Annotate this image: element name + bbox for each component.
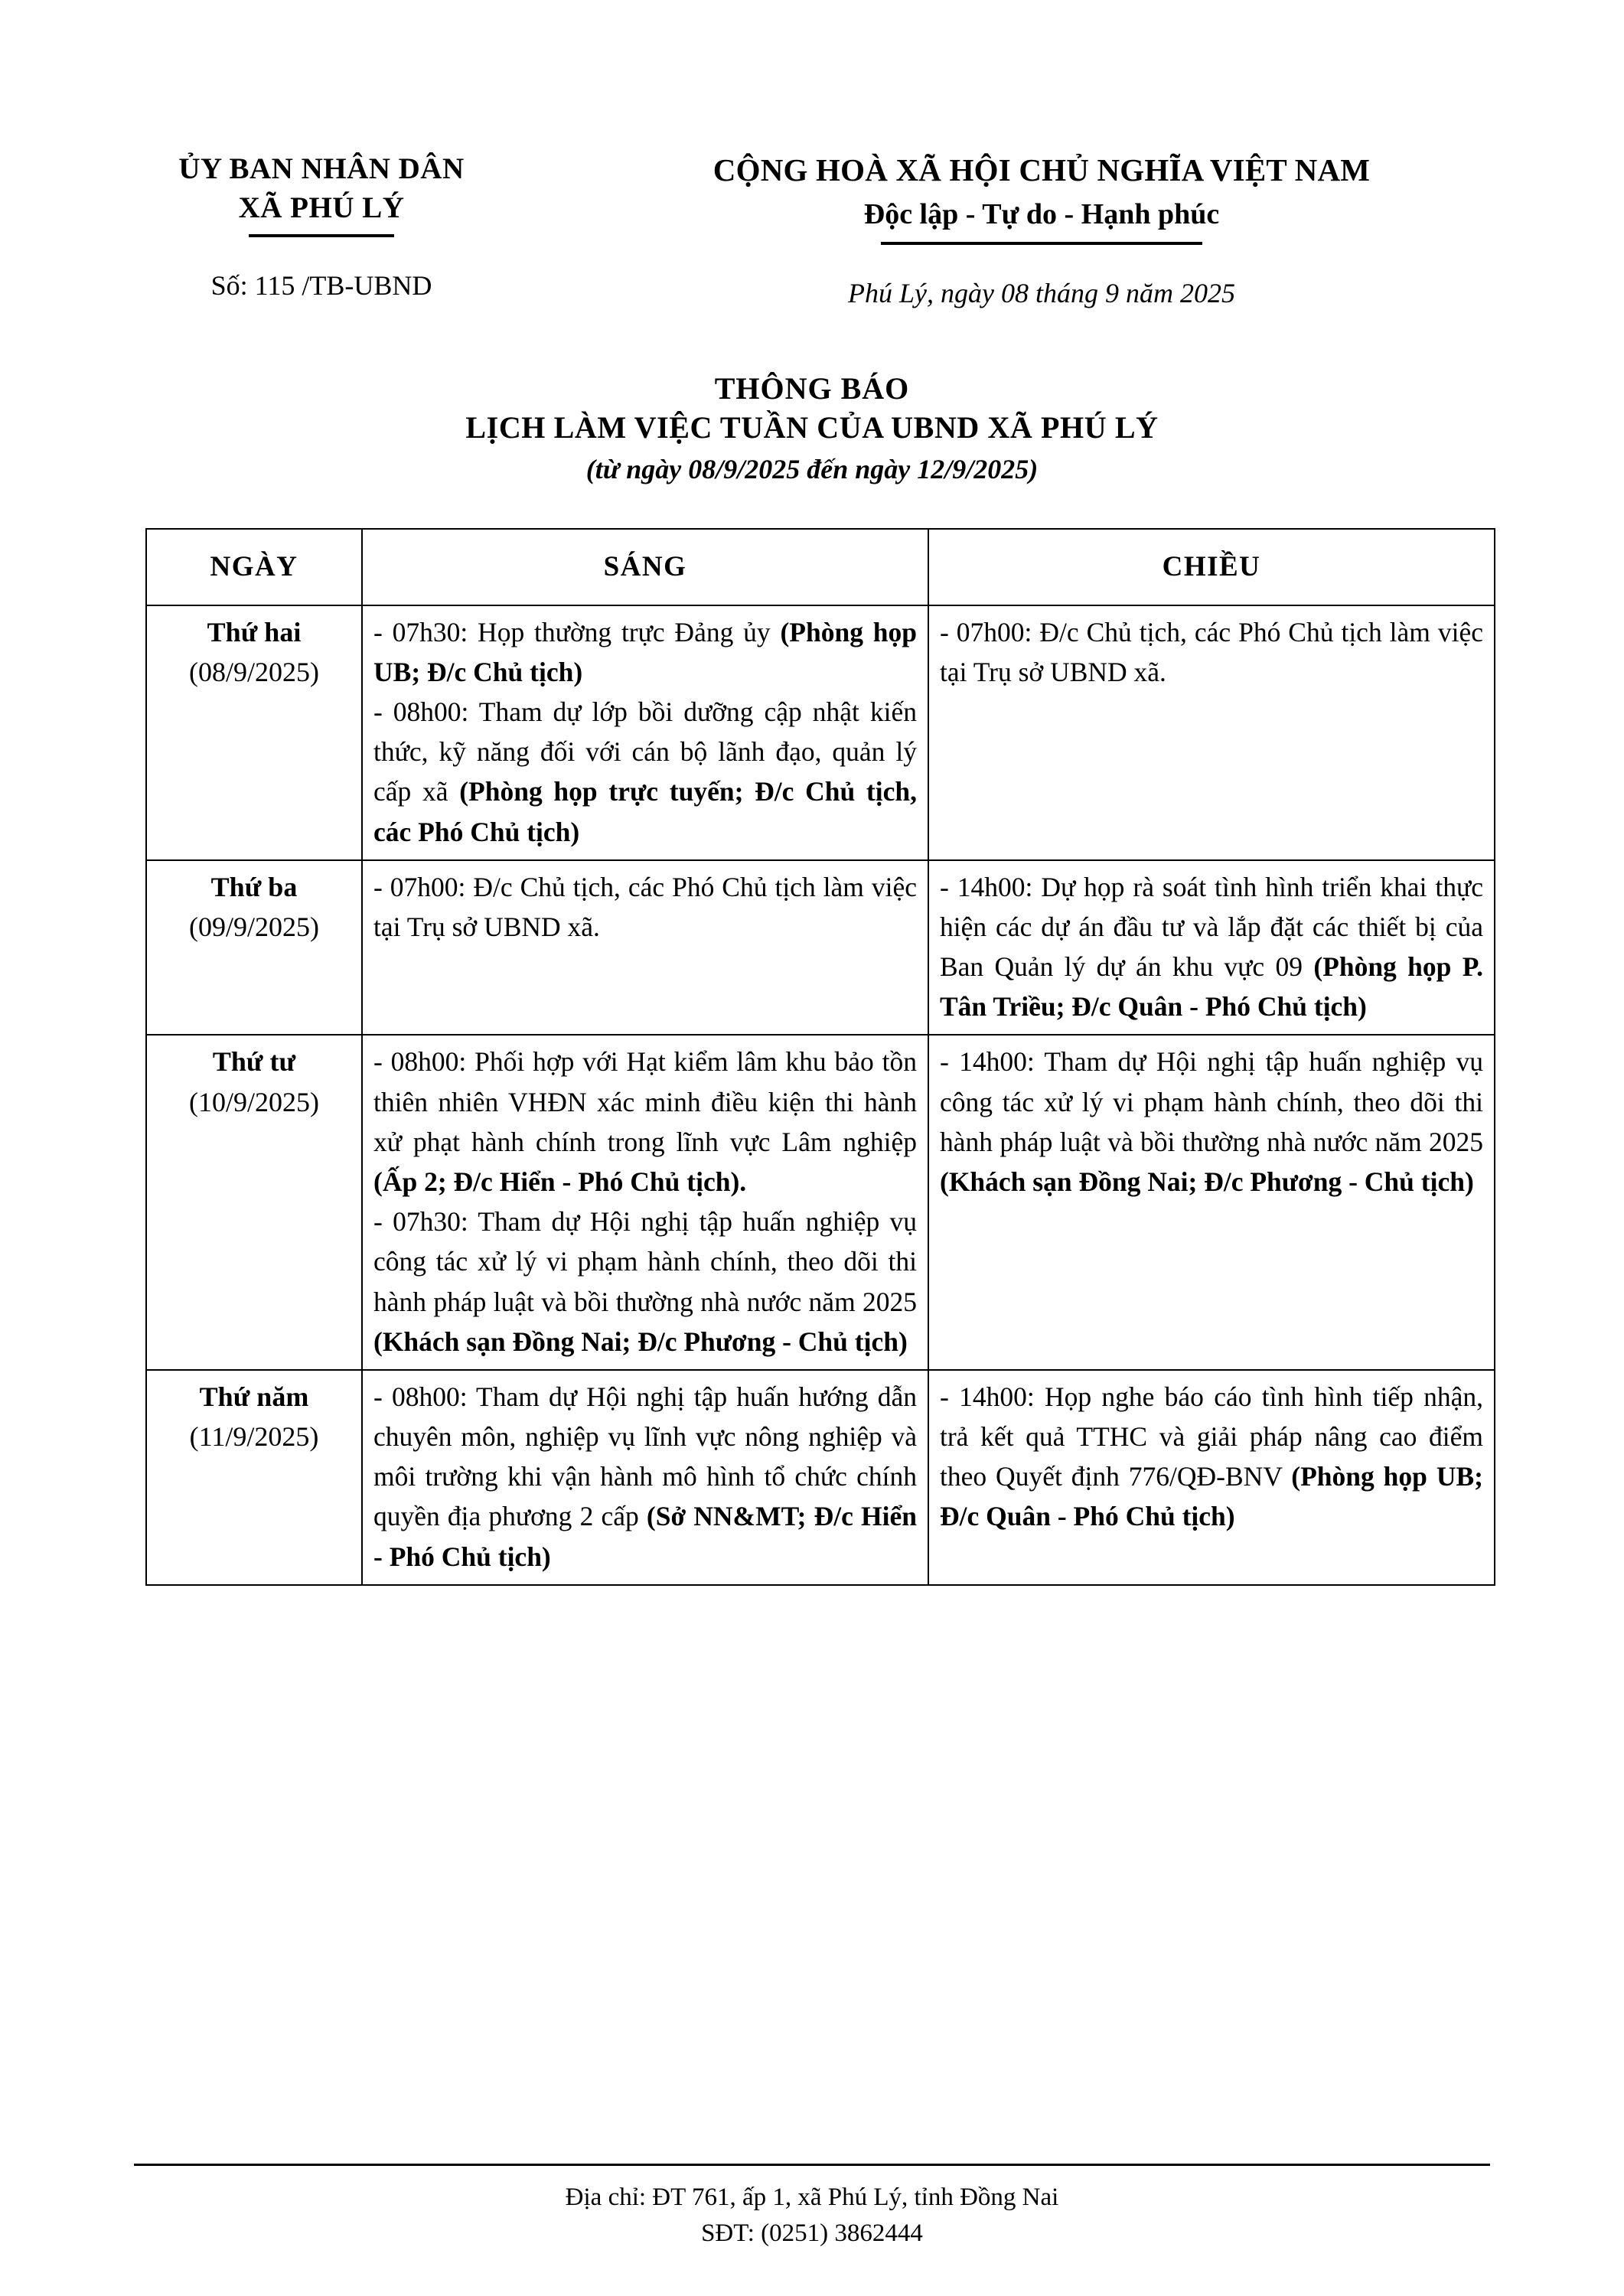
schedule-entry: [940, 1042, 1483, 1202]
nation-name: CỘNG HOÀ XÃ HỘI CHỦ NGHĨA VIỆT NAM: [713, 152, 1371, 188]
table-header-row: [146, 529, 1495, 605]
schedule-cell-day: [146, 1035, 362, 1369]
day-date: (09/9/2025): [189, 911, 319, 942]
place-and-date: Phú Lý, ngày 08 tháng 9 năm 2025: [848, 277, 1235, 308]
national-heading-block: [559, 150, 1525, 309]
entry-location-person: (Khách sạn Đồng Nai; Đ/c Phương - Chủ tịch): [940, 1166, 1474, 1197]
schedule-entry: [940, 1377, 1483, 1537]
day-date: (11/9/2025): [189, 1421, 319, 1453]
entry-location-person: (Phòng họp UB; Đ/c Quân - Phó Chủ tịch): [940, 1461, 1483, 1532]
schedule-entry: [373, 1377, 917, 1577]
column-header-morning: SÁNG: [362, 529, 928, 605]
weekly-schedule-table: [145, 528, 1495, 1586]
entry-location-person: (Sở NN&MT; Đ/c Hiển - Phó Chủ tịch): [373, 1501, 917, 1572]
national-motto: Độc lập - Tự do - Hạnh phúc: [863, 198, 1220, 231]
schedule-cell-afternoon: [928, 605, 1495, 860]
day-date: (08/9/2025): [189, 656, 319, 687]
schedule-entry: [373, 867, 917, 947]
entry-text: - 07h00: Đ/c Chủ tịch, các Phó Chủ tịch làm việc tại Trụ sở UBND xã.: [373, 871, 917, 942]
schedule-cell-day: [146, 1370, 362, 1585]
day-name: Thứ hai: [207, 616, 302, 647]
entry-text: - 08h00: Phối hợp với Hạt kiểm lâm khu bảo tồn thiên nhiên VHĐN xác minh điều kiện thi hành xử phạt hành chính trong lĩnh vực Lâm nghiệp: [373, 1046, 917, 1157]
schedule-cell-morning: [362, 605, 928, 860]
date-range: (từ ngày 08/9/2025 đến ngày 12/9/2025): [585, 453, 1039, 484]
table-row: [146, 1370, 1495, 1585]
schedule-entry: [373, 1042, 917, 1202]
entry-location-person: (Phòng họp UB; Đ/c Chủ tịch): [373, 616, 917, 687]
schedule-cell-morning: [362, 1035, 928, 1369]
schedule-cell-day: [146, 860, 362, 1035]
day-name: Thứ năm: [199, 1381, 309, 1412]
schedule-table-wrapper: [145, 528, 1494, 1586]
motto-underline: [881, 242, 1202, 245]
entry-text: - 08h00: Tham dự lớp bồi dưỡng cập nhật kiến thức, kỹ năng đối với cán bộ lãnh đạo, quản lý cấp xã: [373, 696, 917, 807]
entry-location-person: (Ấp 2; Đ/c Hiển - Phó Chủ tịch).: [373, 1166, 747, 1197]
document-number: Số: 115 /TB-UBND: [210, 270, 432, 302]
column-header-day: NGÀY: [146, 529, 362, 605]
entry-text: - 07h30: Tham dự Hội nghị tập huấn nghiệp vụ công tác xử lý vi phạm hành chính, theo dõi thi hành pháp luật và bồi thường nhà nước năm 2025: [373, 1206, 917, 1317]
schedule-entry: [373, 612, 917, 692]
entry-location-person: (Phòng họp trực tuyến; Đ/c Chủ tịch, các Phó Chủ tịch): [373, 776, 917, 847]
footer-phone: SĐT: (0251) 3862444: [701, 2219, 923, 2248]
page-subtitle: LỊCH LÀM VIỆC TUẦN CỦA UBND XÃ PHÚ LÝ: [465, 409, 1159, 445]
entry-text: - 14h00: Dự họp rà soát tình hình triển khai thực hiện các dự án đầu tư và lắp đặt các thiết bị của Ban Quản lý dự án khu vực 09: [940, 871, 1483, 983]
table-head: [146, 529, 1495, 605]
schedule-cell-afternoon: [928, 860, 1495, 1035]
org-name-line1: ỦY BAN NHÂN DÂN: [178, 152, 465, 185]
document-footer: [0, 2164, 1624, 2252]
schedule-cell-morning: [362, 1370, 928, 1585]
table-row: [146, 860, 1495, 1035]
page-title: THÔNG BÁO: [714, 370, 910, 406]
day-date: (10/9/2025): [189, 1086, 319, 1117]
footer-address: Địa chỉ: ĐT 761, ấp 1, xã Phú Lý, tỉnh Đồng Nai: [565, 2183, 1059, 2212]
schedule-entry: [373, 1202, 917, 1362]
entry-text: - 08h00: Tham dự Hội nghị tập huấn hướng dẫn chuyên môn, nghiệp vụ lĩnh vực nông nghiệp và môi trường khi vận hành mô hình tổ chức chính quyền địa phương 2 cấp: [373, 1381, 917, 1532]
day-name: Thứ tư: [212, 1046, 296, 1078]
entry-text: - 14h00: Tham dự Hội nghị tập huấn nghiệp vụ công tác xử lý vi phạm hành chính, theo dõi thi hành pháp luật và bồi thường nhà nước năm 2025: [940, 1046, 1483, 1157]
schedule-entry: [373, 692, 917, 852]
schedule-cell-afternoon: [928, 1035, 1495, 1369]
document-header: [0, 0, 1624, 309]
day-name: Thứ ba: [210, 871, 298, 902]
schedule-cell-day: [146, 605, 362, 860]
table-row: [146, 1035, 1495, 1369]
entry-location-person: (Khách sạn Đồng Nai; Đ/c Phương - Chủ tịch): [373, 1326, 908, 1357]
schedule-cell-morning: [362, 860, 928, 1035]
footer-divider: [134, 2164, 1490, 2166]
entry-text: - 07h30: Họp thường trực Đảng ủy: [373, 616, 781, 647]
schedule-entry: [940, 612, 1483, 692]
schedule-entry: [940, 867, 1483, 1027]
schedule-cell-afternoon: [928, 1370, 1495, 1585]
title-block: [0, 369, 1624, 488]
entry-text: - 14h00: Họp nghe báo cáo tình hình tiếp nhận, trả kết quả TTHC và giải pháp nâng cao điểm theo Quyết định 776/QĐ-BNV: [940, 1381, 1483, 1492]
table-row: [146, 605, 1495, 860]
org-name-line2: XÃ PHÚ LÝ: [238, 191, 405, 224]
entry-location-person: (Phòng họp P. Tân Triều; Đ/c Quân - Phó Chủ tịch): [940, 951, 1483, 1022]
table-body: [146, 605, 1495, 1585]
issuing-authority-block: [84, 150, 559, 302]
entry-text: - 07h00: Đ/c Chủ tịch, các Phó Chủ tịch làm việc tại Trụ sở UBND xã.: [940, 616, 1483, 687]
column-header-afternoon: CHIỀU: [928, 529, 1495, 605]
authority-underline: [249, 234, 394, 237]
